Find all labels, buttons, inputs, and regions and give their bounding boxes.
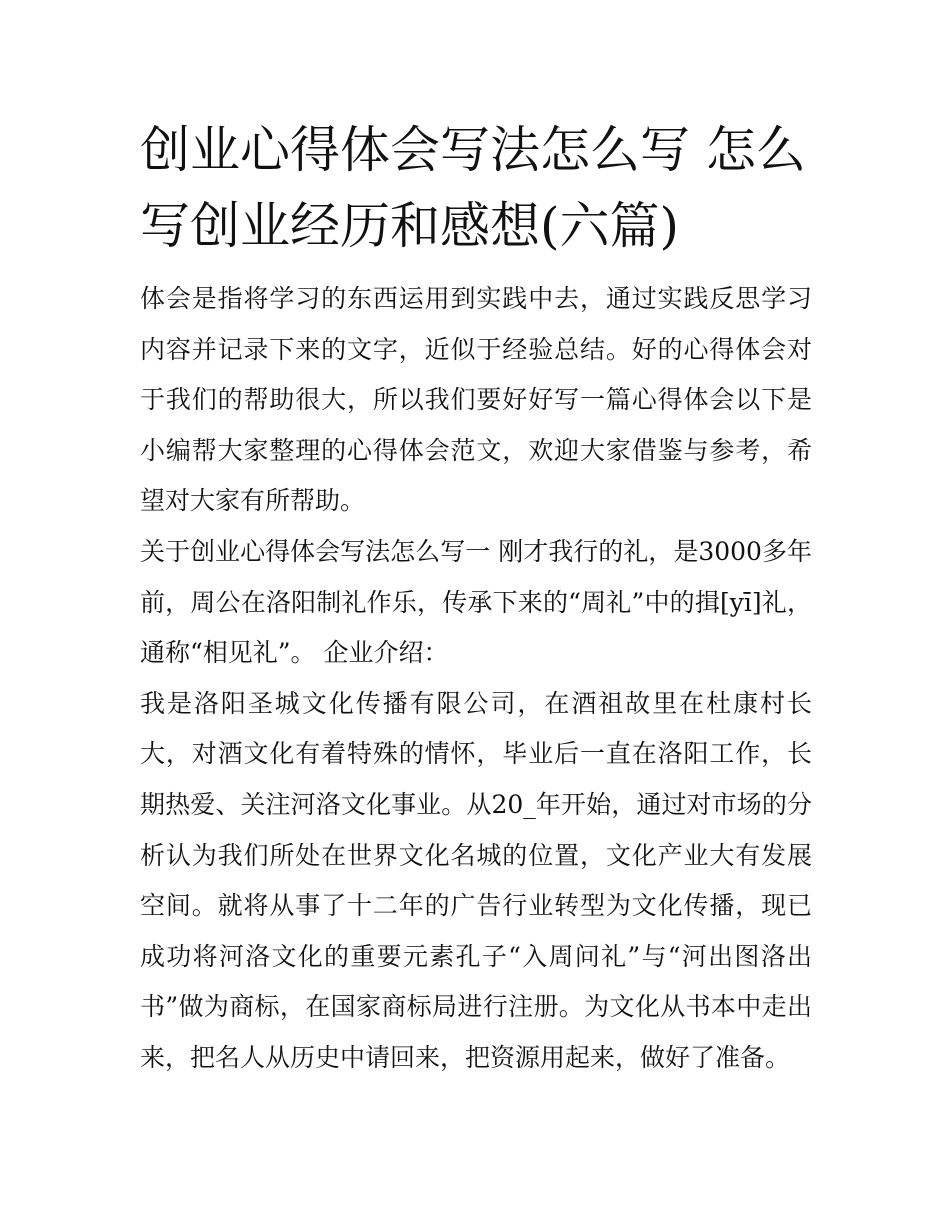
document-title: 创业心得体会写法怎么写 怎么写创业经历和感想(六篇): [140, 121, 806, 255]
section-one-paragraph: 关于创业心得体会写法怎么写一 刚才我行的礼，是3000多年前，周公在洛阳制礼作乐，传承下来的“周礼”中的揖[yī]礼，通称“相见礼”。 企业介绍：: [140, 536, 812, 668]
intro-paragraph: 体会是指将学习的东西运用到实践中去，通过实践反思学习内容并记录下来的文字，近似于经验总结。好的心得体会对于我们的帮助很大，所以我们要好好写一篇心得体会以下是小编帮大家整理的心得体会范文，欢迎大家借鉴与参考，希望对大家有所帮助。: [140, 284, 812, 516]
document-body: [140, 112, 812, 1084]
company-paragraph: 我是洛阳圣城文化传播有限公司，在酒祖故里在杜康村长大，对酒文化有着特殊的情怀，毕业后一直在洛阳工作，长期热爱、关注河洛文化事业。从20_年开始，通过对市场的分析认为我们所处在世界文化名城的位置，文化产业大有发展空间。就将从事了十二年的广告行业转型为文化传播，现已成功将河洛文化的重要元素孔子“入周问礼”与“河出图洛出书”做为商标，在国家商标局进行注册。为文化从书本中走出来，把名人从历史中请回来，把资源用起来，做好了准备。: [140, 688, 812, 1072]
